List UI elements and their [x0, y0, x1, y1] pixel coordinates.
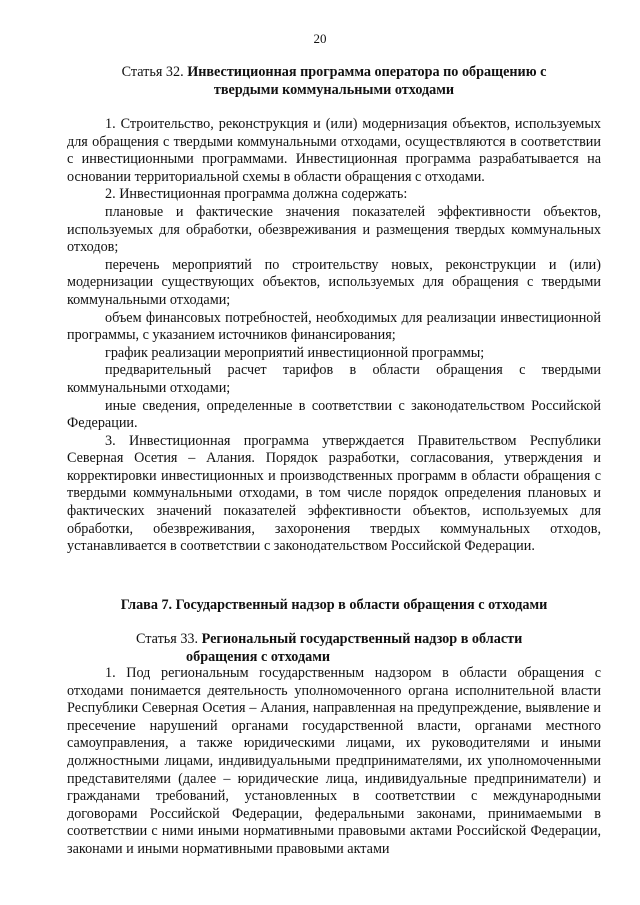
article-33-prefix: Статья 33.	[136, 631, 199, 647]
article-33-paragraph: 1. Под региональным государственным надзором в области обращения с отходами понимается деятельность уполномоченного органа исполнительной власти Республики Северная Осетия – Алания, направленная на предупреждение, выявление и пресечение нарушений органами государственной власти, органами местного самоуправления, а также юридическими лицами, их руководителями и иными должностными лицами, индивидуальными предпринимателями, их уполномоченными представителями (далее – юридические лица, индивидуальные предприниматели) и гражданами требований, установленных в соответствии с международными договорами Российской Федерации, федеральными законами, принимаемыми в соответствии с ними иными нормативными правовыми актами Российской Федерации, законами и иными нормативными правовыми актами	[67, 665, 601, 857]
article-33-body	[67, 665, 601, 859]
page-number: 20	[313, 31, 327, 46]
article-32-heading	[67, 64, 601, 99]
article-32-paragraph: объем финансовых потребностей, необходимых для реализации инвестиционной программы, с указанием источников финансирования;	[67, 309, 601, 344]
article-33-heading	[67, 631, 640, 666]
article-33-title-line1: Региональный государственный надзор в области	[201, 631, 523, 647]
article-32-paragraph: перечень мероприятий по строительству новых, реконструкции и (или) модернизации существующих объектов, используемых для обращения с твердыми коммунальными отходами;	[67, 256, 601, 308]
article-32-paragraph: иные сведения, определенные в соответствии с законодательством Российской Федерации.	[67, 397, 601, 432]
article-32-title-line2: твердыми коммунальными отходами	[213, 81, 455, 98]
article-32-paragraph: предварительный расчет тарифов в области обращения с твердыми коммунальными отходами;	[67, 362, 601, 396]
article-32-prefix: Статья 32.	[121, 64, 184, 80]
article-32-body	[67, 116, 601, 556]
article-32-paragraph: график реализации мероприятий инвестиционной программы;	[105, 344, 485, 361]
article-32-paragraph: 3. Инвестиционная программа утверждается Правительством Республики Северная Осетия – Алания. Порядок разработки, согласования, утверждения и корректировки инвестиционных и производственных программ в области обращения с твердыми коммунальными отходами, в том числе порядок определения плановых и фактических значений показателей эффективности объектов, используемых для обработки, обезвреживания, захоронения твердых коммунальных отходов, устанавливается в соответствии с законодательством Российской Федерации.	[67, 432, 601, 555]
article-33-title-line2: обращения с отходами	[186, 648, 331, 665]
article-32-paragraph: 2. Инвестиционная программа должна содержать:	[105, 186, 408, 203]
article-32-title-line1: Инвестиционная программа оператора по обращению с	[187, 64, 547, 80]
article-32-paragraph: плановые и фактические значения показателей эффективности объектов, используемых для обработки, обезвреживания и размещения твердых коммунальных отходов;	[67, 203, 601, 256]
chapter-7-title: Глава 7. Государственный надзор в области обращения с отходами	[120, 597, 548, 613]
article-32-paragraph: 1. Строительство, реконструкция и (или) модернизация объектов, используемых для обращения с твердыми коммунальными отходами, осуществляются в соответствии с инвестиционными программами. Инвестиционная программа разрабатывается на основании территориальной схемы в области обращения с отходами.	[67, 116, 601, 185]
